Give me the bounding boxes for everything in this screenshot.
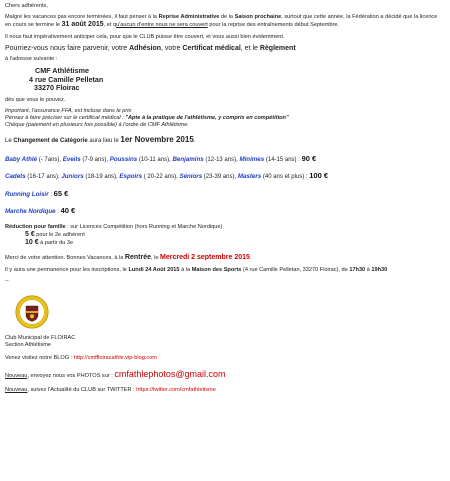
category-change-date: 1er Novembre 2015	[120, 135, 194, 145]
blog-line	[5, 355, 445, 362]
permanence-date: Lundi 24 Août 2015	[128, 266, 180, 273]
maison-des-sports: Maison des Sports	[191, 266, 242, 273]
certificate-note-text: Pensez à faire préciser sur le certificat médical :	[5, 115, 126, 122]
greeting: Chers adhérents,	[5, 3, 48, 9]
category-cadets: Cadets	[5, 173, 26, 181]
discount-third-amount: 10 €	[25, 239, 39, 247]
price-row-running	[5, 189, 445, 200]
age-range: ( 20-22 ans),	[142, 174, 180, 181]
thanks-text-2: , le	[151, 255, 161, 262]
postal-address	[29, 67, 445, 93]
category-espoirs: Espoirs	[119, 173, 143, 181]
signature-separator: --	[5, 278, 9, 285]
discount-second	[5, 231, 445, 240]
permanence-text-2: à la	[179, 266, 192, 273]
notes-block	[5, 108, 445, 129]
email-body	[5, 3, 445, 394]
request-text-2: , votre	[161, 45, 183, 53]
insurance-note: Important, l'assurance FFA, est incluse dans le prix	[5, 108, 132, 115]
licence-end-date: 31 août 2015	[61, 21, 104, 29]
category-juniors: Juniors	[61, 173, 84, 181]
intro-paragraph	[5, 14, 445, 30]
permanence-start: 17h30	[349, 266, 366, 273]
family-discount-text: : sur Licences Compétition (hors Running et Marche Nordique)	[65, 223, 223, 230]
address-line-3: 33270 Floirac	[34, 83, 80, 93]
thanks-text-3: .	[249, 255, 252, 262]
discount-third	[5, 239, 445, 248]
address-line-2: 4 rue Camille Pelletan	[29, 74, 104, 84]
price-separator: :	[48, 191, 54, 198]
category-poussins: Poussins	[109, 155, 138, 163]
age-range: (12-13 ans),	[203, 156, 240, 163]
intro-text-1: Malgré les vacances pas encore terminées, il faut penser à la	[5, 14, 159, 21]
thanks-paragraph	[5, 254, 445, 263]
permanence-text-3: (4 rue Camille Pelletan, 33270 Floirac), de	[241, 266, 350, 273]
certificate-mention: "Apte à la pratique de l'athlétisme, y compris en compétition"	[125, 115, 289, 122]
saison-prochaine: Saison prochaine	[234, 14, 282, 21]
nouveau-label: Nouveau	[5, 387, 28, 394]
category-minimes: Minimes	[239, 155, 265, 163]
discount-second-text: pour le 2e adhérent	[34, 231, 85, 238]
age-range: (14-15 ans) :	[264, 156, 302, 163]
club-name: Club Municipal de FLOIRAC	[5, 335, 76, 342]
price-young: 90 €	[301, 153, 317, 163]
age-range: (40 ans et plus) :	[261, 174, 310, 181]
twitter-text: , suivez l'Actualité du CLUB sur TWITTER :	[27, 387, 137, 394]
discount-third-text: à partir du 3e	[38, 240, 74, 247]
category-change-text-2: aura lieu le	[87, 138, 121, 145]
age-range: (18-19 ans),	[83, 174, 120, 181]
price-row-adult	[5, 171, 445, 182]
photos-email-link[interactable]: cmfathlephotos@gmail.com	[114, 369, 226, 380]
category-seniors: Séniors	[179, 173, 203, 181]
category-change-text-3: .	[193, 138, 196, 145]
age-range: (23-39 ans),	[202, 174, 238, 181]
photos-text: , envoyez nous vos PHOTOS sur :	[27, 373, 115, 380]
category-benjamins: Benjamins	[172, 155, 204, 163]
rentree-label: Rentrée	[124, 254, 151, 262]
club-logo	[15, 295, 49, 329]
category-masters: Masters	[237, 173, 262, 181]
price-row-young	[5, 154, 445, 165]
not-covered-text: u'aucun d'entre nous ne sera couvert	[116, 22, 208, 29]
family-discount-title	[5, 224, 445, 231]
intro-text-3: , surtout que cette année, la Fédération a décidé que la licence en cours se termine le	[5, 14, 438, 29]
blog-text: Venez visitez notre BLOG :	[5, 355, 74, 362]
section-name: Section Athlétisme	[5, 342, 52, 349]
documents-request	[5, 45, 445, 54]
category-eveils: Eveils	[62, 155, 81, 163]
age-range: (- 7ans),	[37, 156, 63, 163]
asap-text: dès que vous le pouvez.	[5, 96, 66, 103]
address-intro: à l'adresse suivante :	[5, 56, 58, 63]
certificat-label: Certificat médical	[182, 45, 241, 53]
age-range: (10-11 ans),	[137, 156, 173, 163]
reprise-administrative: Reprise Administrative	[158, 14, 220, 21]
permanence-paragraph	[5, 267, 445, 274]
anticipate-paragraph: Il nous faut impérativement anticiper cela, pour que le CLUB puisse être couvert, et vous aussi bien évidemment.	[5, 34, 285, 41]
family-discount-label: Réduction pour famille	[5, 223, 66, 230]
price-adult: 100 €	[309, 171, 329, 181]
age-range: (16-17 ans),	[25, 174, 62, 181]
thanks-text-1: Merci de votre attention. Bonnes Vacances, à la	[5, 255, 125, 262]
permanence-text-1: Il y aura une permanence pour les inscriptions, le	[5, 266, 129, 273]
intro-text-2: de la	[219, 14, 235, 21]
adhesion-label: Adhésion	[129, 45, 162, 53]
photos-line	[5, 369, 445, 380]
rentree-date: Mercredi 2 septembre 2015	[160, 254, 250, 262]
category-change-text-1: Le	[5, 138, 14, 145]
category-marche-nordique: Marche Nordique	[5, 208, 56, 216]
request-text-3: , et le	[240, 45, 260, 53]
permanence-text-4: à	[365, 266, 372, 273]
category-running-loisir: Running Loisir	[5, 190, 49, 198]
family-discount	[5, 224, 445, 248]
intro-text-5: pour la reprise des entraînements début Septembre.	[207, 22, 339, 29]
discount-second-amount: 5 €	[25, 230, 35, 238]
nouveau-label: Nouveau	[5, 373, 28, 380]
price-row-nordic	[5, 206, 445, 217]
price-separator: :	[55, 209, 61, 216]
twitter-link[interactable]: https://twitter.com/cmfathletisme	[136, 387, 216, 394]
intro-text-4: , et q	[103, 22, 117, 29]
price-running: 65 €	[53, 188, 69, 198]
reglement-label: Règlement	[259, 45, 296, 53]
category-change	[5, 135, 445, 146]
category-baby-athle: Baby Athlé	[5, 155, 38, 163]
blog-link[interactable]: http://cmffloiracathle.vip-blog.com	[73, 355, 157, 362]
category-change-label: Changement de Catégorie	[13, 138, 88, 145]
age-range: (7-9 ans),	[80, 156, 110, 163]
twitter-line	[5, 387, 445, 394]
certificate-note	[5, 115, 445, 122]
price-nordic: 40 €	[60, 206, 76, 216]
permanence-end: 19h30	[371, 266, 388, 273]
payment-note: Chèque (paiement en plusieurs fois possible) à l'ordre de CMF Athlétisme.	[5, 122, 189, 129]
address-line-1: CMF Athlétisme	[35, 66, 90, 75]
request-text-1: Pourriez-vous nous faire parvenir, votre	[5, 45, 130, 53]
